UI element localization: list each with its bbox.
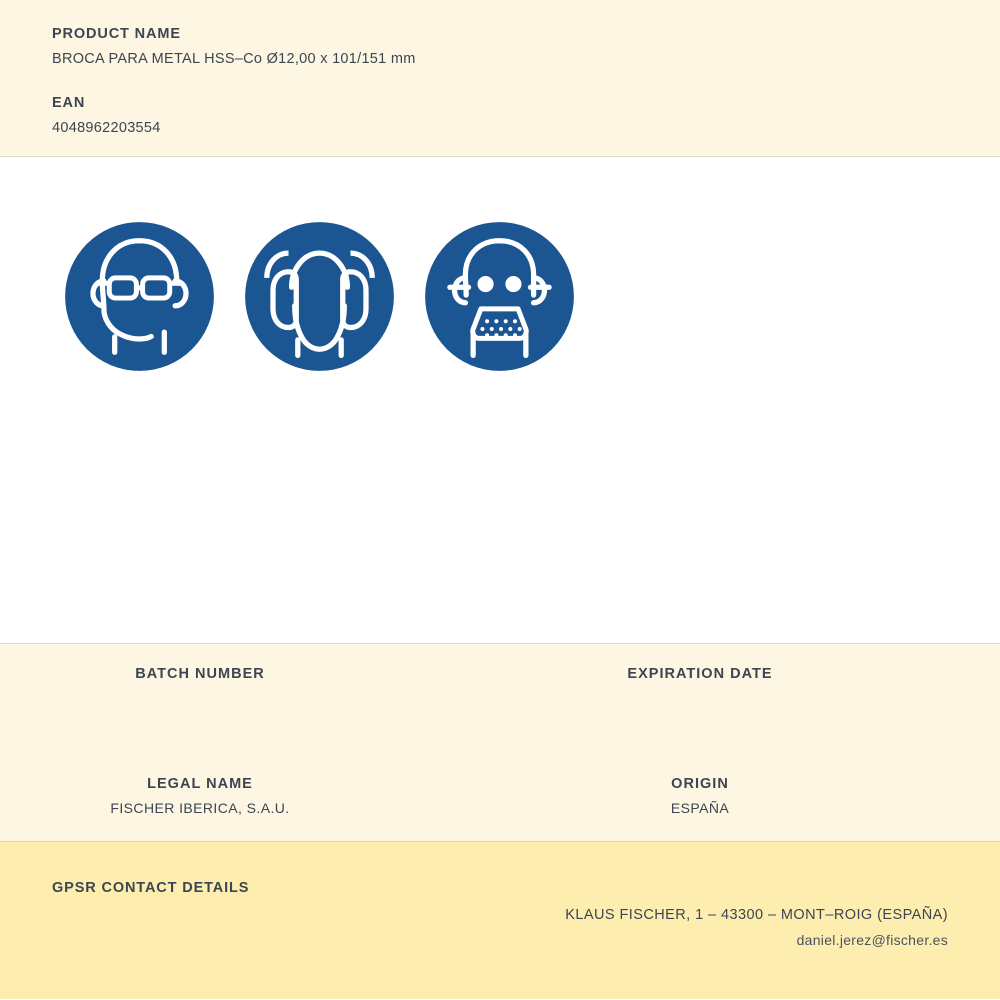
- info-row-legal-origin: [0, 776, 1000, 818]
- legal-name-cell: [0, 776, 500, 818]
- gpsr-contact-details: [565, 907, 948, 950]
- gpsr-contact-label: GPSR CONTACT DETAILS: [52, 880, 250, 896]
- wear-ear-protection-icon: [242, 219, 397, 374]
- batch-number-cell: [0, 666, 500, 708]
- product-header-block: [0, 0, 1000, 157]
- ean-value: 4048962203554: [52, 120, 161, 136]
- origin-value: ESPAÑA: [670, 800, 730, 816]
- product-name-group: [52, 26, 1000, 67]
- gpsr-contact-block: [0, 842, 1000, 999]
- wear-eye-protection-icon: [62, 219, 217, 374]
- legal-name-value: FISCHER IBERICA, S.A.U.: [110, 800, 290, 816]
- batch-number-label: BATCH NUMBER: [135, 666, 265, 682]
- gpsr-contact-email[interactable]: daniel.jerez@fischer.es: [796, 932, 948, 948]
- gpsr-contact-address: KLAUS FISCHER, 1 – 43300 – MONT–ROIG (ESPAÑA): [565, 907, 948, 923]
- info-row-batch-expiration: [0, 666, 1000, 708]
- ean-group: [52, 95, 1000, 136]
- expiration-date-value: [500, 690, 900, 708]
- expiration-date-cell: [500, 666, 1000, 708]
- pictogram-row: [62, 219, 1000, 374]
- legal-name-label: LEGAL NAME: [147, 776, 253, 792]
- batch-number-value: [0, 690, 400, 708]
- wear-respiratory-protection-icon: [422, 219, 577, 374]
- expiration-date-label: EXPIRATION DATE: [627, 666, 773, 682]
- origin-cell: [500, 776, 1000, 818]
- info-block: [0, 644, 1000, 842]
- origin-label: ORIGIN: [671, 776, 729, 792]
- product-name-value: BROCA PARA METAL HSS–Co Ø12,00 x 101/151 mm: [52, 51, 416, 67]
- ean-label: EAN: [52, 95, 86, 111]
- pictogram-block: [0, 157, 1000, 644]
- product-name-label: PRODUCT NAME: [52, 26, 181, 42]
